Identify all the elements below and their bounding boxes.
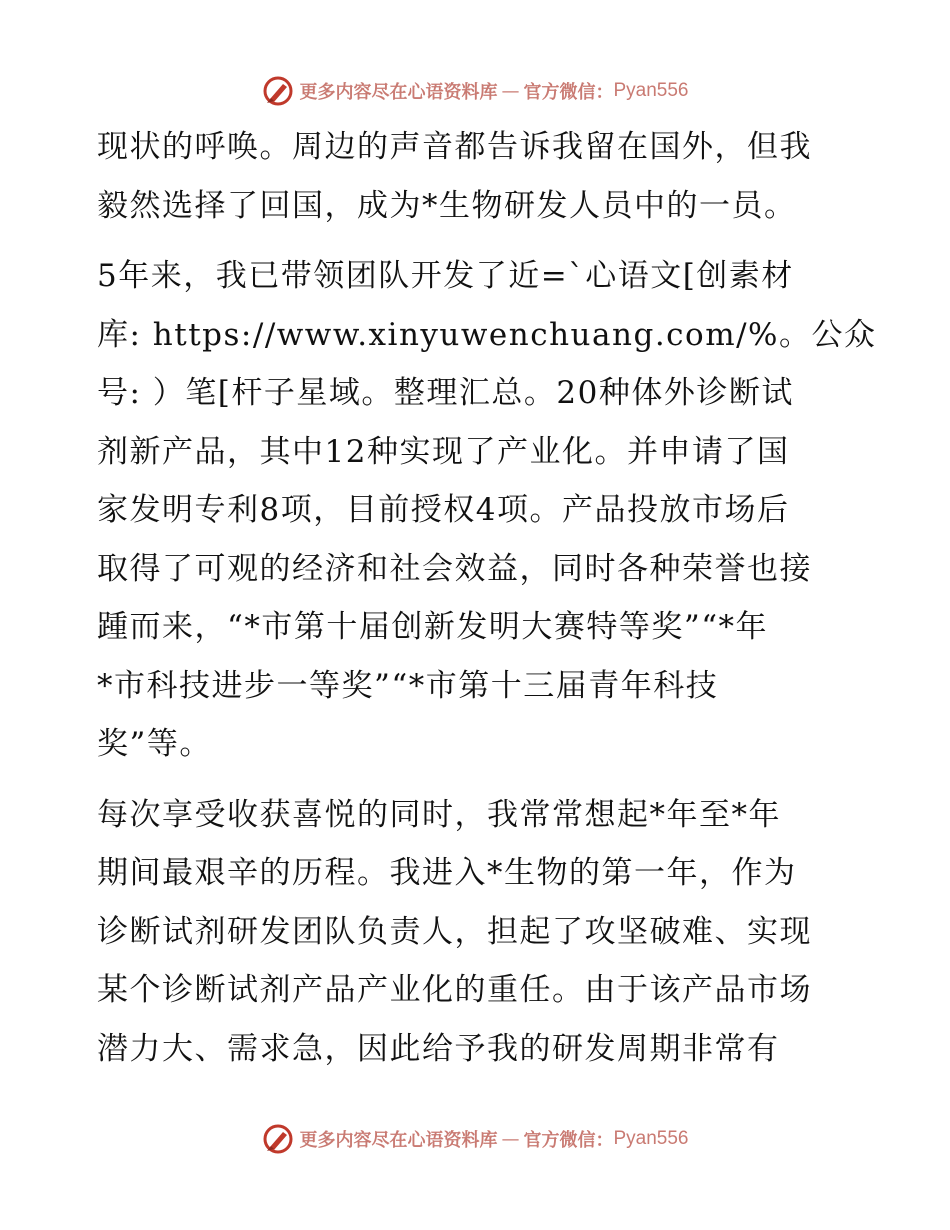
banner-separator: — (501, 80, 520, 102)
text-line: 号: ）笔[杆子星域。整理汇总。20种体外诊断试 (97, 375, 794, 411)
paragraph-1 (97, 118, 852, 235)
text-line: 潜力大、需求急，因此给予我的研发周期非常有 (97, 1030, 780, 1067)
banner-wechat-label: 官方微信： (523, 82, 614, 103)
banner-wechat-id: Pyan556 (613, 1128, 689, 1149)
text-line: 踵而来，“*市第十届创新发明大赛特等奖”“*年 (97, 609, 769, 645)
text-line: 每次享受收获喜悦的同时，我常常想起*年至*年 (97, 796, 781, 833)
banner-separator: — (501, 1128, 520, 1150)
text-line: 期间最艰辛的历程。我进入*生物的第一年，作为 (97, 855, 797, 891)
text-line: 诊断试剂研发团队负责人，担起了攻坚破难、实现 (97, 913, 812, 950)
paragraph-3 (97, 786, 852, 1079)
text-line: 毅然选择了回国，成为*生物研发人员中的一员。 (97, 187, 797, 224)
text-line: 剂新产品，其中12种实现了产业化。并申请了国 (97, 433, 790, 470)
text-line: 库: https://www.xinyuwenchuang.com/%。公众 (97, 316, 877, 353)
text-line: 家发明专利8项，目前授权4项。产品投放市场后 (97, 492, 790, 528)
footer-banner (0, 1119, 950, 1159)
header-banner (0, 71, 950, 111)
text-line: 奖”等。 (97, 726, 212, 762)
text-line: 某个诊断试剂产品产业化的重任。由于该产品市场 (97, 972, 812, 1008)
banner-slogan: 更多内容尽在心语资料库 (299, 82, 498, 103)
text-line: *市科技进步一等奖”“*市第十三届青年科技 (97, 667, 719, 704)
text-line: 5年来，我已带领团队开发了近=`心语文[创素材 (97, 258, 794, 294)
pen-logo-icon (261, 74, 295, 108)
banner-wechat-label: 官方微信： (523, 1130, 614, 1151)
text-line: 现状的呼唤。周边的声音都告诉我留在国外，但我 (97, 129, 812, 165)
paragraph-2 (97, 247, 877, 774)
pen-logo-icon (261, 1122, 295, 1156)
document-body (97, 118, 877, 1078)
banner-wechat-id: Pyan556 (613, 80, 689, 101)
text-line: 取得了可观的经济和社会效益，同时各种荣誉也接 (97, 550, 812, 587)
banner-slogan: 更多内容尽在心语资料库 (299, 1130, 498, 1151)
